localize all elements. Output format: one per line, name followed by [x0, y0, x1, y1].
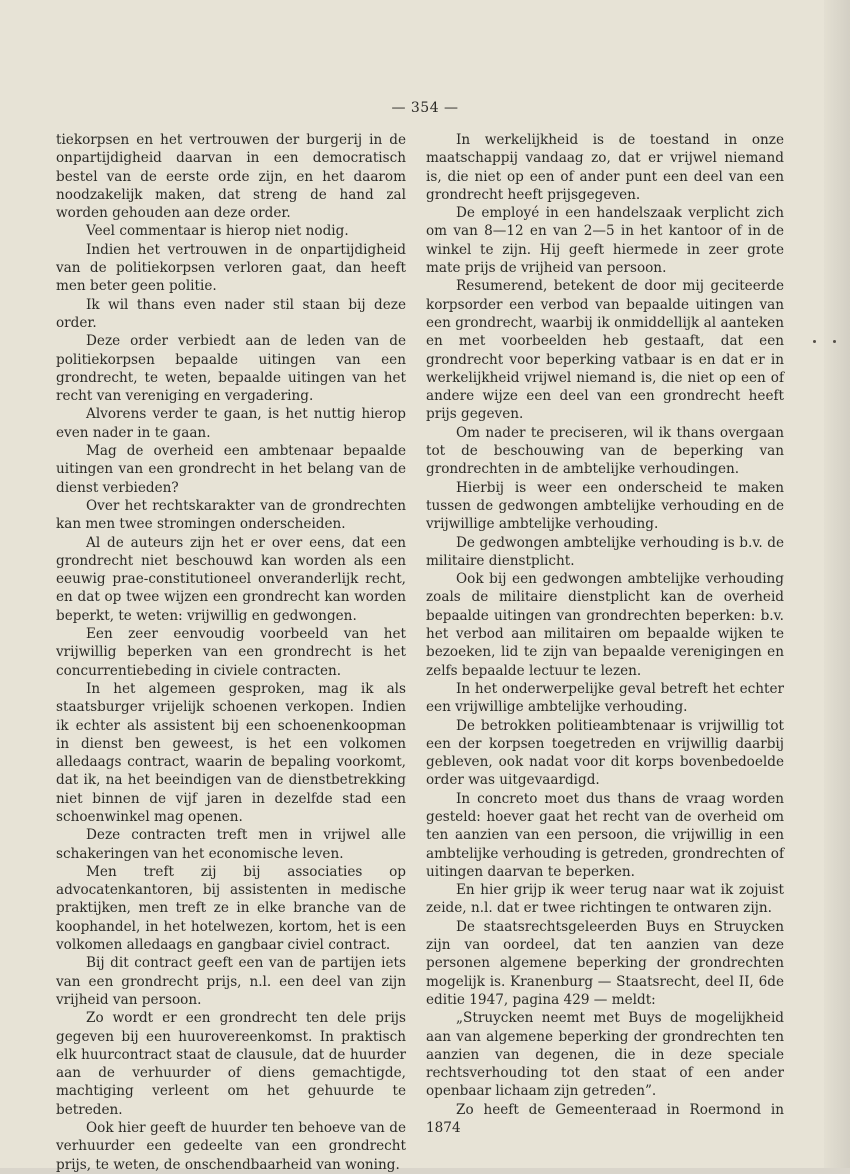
- paragraph: Ook bij een gedwongen ambtelijke verhouding zoals de militaire dienstplicht kan de overheid bepaalde uitingen van grondrechten beperken: b.v. het verbod aan militairen om bepaalde wijken te bezoeken, lid te zijn van bepaalde verenigingen en zelfs bepaalde lectuur te lezen.: [426, 571, 784, 679]
- right-column: [426, 131, 784, 1137]
- left-column: [56, 131, 406, 1174]
- paragraph: De staatsrechtsgeleerden Buys en Struycken zijn van oordeel, dat ten aanzien van deze personen algemene beperking der grondrechten mogelijk is. Kranenburg — Staatsrecht, deel II, 6de editie 1947, pagina 429 — meldt:: [426, 918, 784, 1008]
- paragraph: In concreto moet dus thans de vraag worden gesteld: hoever gaat het recht van de overheid om ten aanzien van een persoon, die vrijwillig in een ambtelijke verhouding is getreden, grondrechten of uitingen daarvan te beperken.: [426, 790, 784, 880]
- paragraph: Ook hier geeft de huurder ten behoeve van de verhuurder een gedeelte van een grondrecht prijs, te weten, de onschendbaarheid van woning.: [56, 1120, 406, 1173]
- paragraph: Ik wil thans even nader stil staan bij deze order.: [56, 296, 406, 331]
- paragraph: De gedwongen ambtelijke verhouding is b.v. de militaire dienstplicht.: [426, 534, 784, 569]
- paragraph: In het algemeen gesproken, mag ik als staatsburger vrijelijk schoenen verkopen. Indien ik echter als assistent bij een schoenenkoopman in dienst ben geweest, is het een volkomen alledaags contract, waarin de bepaling voorkomt, dat ik, na het beeindigen van de dienstbetrekking niet binnen de vijf jaren in dezelfde stad een schoenwinkel mag openen.: [56, 680, 406, 825]
- paragraph: De employé in een handelszaak verplicht zich om van 8—12 en van 2—5 in het kantoor of in de winkel te zijn. Hij geeft hiermede in zeer grote mate prijs de vrijheid van persoon.: [426, 205, 784, 277]
- paragraph: Over het rechtskarakter van de grondrechten kan men twee stromingen onderscheiden.: [56, 497, 406, 533]
- paragraph: Om nader te preciseren, wil ik thans overgaan tot de beschouwing van de beperking van grondrechten in de ambtelijke verhoudingen.: [426, 424, 784, 478]
- paragraph: Deze contracten treft men in vrijwel alle schakeringen van het economische leven.: [56, 827, 406, 862]
- page-number: — 354 —: [391, 100, 459, 116]
- paragraph: Resumerend, betekent de door mij geciteerde korpsorder een verbod van bepaalde uitingen van een grondrecht, waarbij ik onmiddellijk al aanteken en met voorbeelden heb gestaaft, dat een grondrecht voor beperking vatbaar is en dat er in werkelijkheid vrijwel niemand is, die niet op een of andere wijze een deel van een grondrecht heeft prijs gegeven.: [426, 278, 784, 423]
- paragraph: In werkelijkheid is de toestand in onze maatschappij vandaag zo, dat er vrijwel niemand is, die niet op een of ander punt een deel van een grondrecht heeft prijsgegeven.: [426, 132, 784, 203]
- paragraph: „Struycken neemt met Buys de mogelijkheid aan van algemene beperking der grondrechten ten aanzien van degenen, die in deze speciale rechtsverhouding tot den staat of een ander openbaar lichaam zijn getreden”.: [426, 1010, 784, 1100]
- paragraph: Zo heeft de Gemeenteraad in Roermond in 1874: [426, 1101, 784, 1137]
- paragraph: Men treft zij bij associaties op advocatenkantoren, bij assistenten in medische praktijken, men treft ze in elke branche van de koophandel, in het hotelwezen, kortom, het is een volkomen alledaags en gangbaar civiel contract.: [56, 863, 406, 954]
- paragraph: tiekorpsen en het vertrouwen der burgerij in de onpartijdigheid daarvan in een democratisch bestel van de eerste orde zijn, en het daarom noodzakelijk maken, dat streng de hand zal worden gehouden aan deze order.: [56, 132, 406, 222]
- paragraph: En hier grijp ik weer terug naar wat ik zojuist zeide, n.l. dat er twee richtingen te ontwaren zijn.: [426, 882, 784, 917]
- paragraph: Deze order verbiedt aan de leden van de politiekorpsen bepaalde uitingen van een grondrecht, te weten, bepaalde uitingen van het recht van vereniging en vergadering.: [56, 333, 406, 405]
- margin-mark: [813, 340, 816, 343]
- paragraph: Mag de overheid een ambtenaar bepaalde uitingen van een grondrecht in het belang van de dienst verbieden?: [56, 443, 406, 496]
- paragraph: De betrokken politieambtenaar is vrijwillig tot een der korpsen toegetreden en vrijwillig daarbij gebleven, ook nadat voor dit korps bovenbedoelde order was uitgevaardigd.: [426, 717, 784, 789]
- margin-mark: [833, 340, 836, 343]
- paragraph: Veel commentaar is hierop niet nodig.: [86, 223, 349, 240]
- paragraph: Indien het vertrouwen in de onpartijdigheid van de politiekorpsen verloren gaat, dan heeft men beter geen politie.: [56, 241, 406, 295]
- paragraph: Bij dit contract geeft een van de partijen iets van een grondrecht prijs, n.l. een deel van zijn vrijheid van persoon.: [56, 955, 406, 1008]
- paragraph: Zo wordt er een grondrecht ten dele prijs gegeven bij een huurovereenkomst. In praktisch elk huurcontract staat de clausule, dat de huurder aan de verhuurder of diens gemachtigde, machtiging verleent om het gehuurde te betreden.: [56, 1010, 406, 1118]
- paragraph: Hierbij is weer een onderscheid te maken tussen de gedwongen ambtelijke verhouding en de vrijwillige ambtelijke verhouding.: [426, 479, 784, 533]
- paragraph: In het onderwerpelijke geval betreft het echter een vrijwillige ambtelijke verhouding.: [426, 680, 784, 716]
- page-edge-shadow: [824, 0, 850, 1168]
- paragraph: Alvorens verder te gaan, is het nuttig hierop even nader in te gaan.: [56, 406, 406, 441]
- paragraph: Al de auteurs zijn het er over eens, dat een grondrecht niet beschouwd kan worden als een eeuwig prae-constitutioneel onveranderlijk recht, en dat op twee wijzen een grondrecht kan worden beperkt, te weten: vrijwillig en gedwongen.: [56, 534, 406, 624]
- paragraph: Een zeer eenvoudig voorbeeld van het vrijwillig beperken van een grondrecht is het concurrentiebeding in civiele contracten.: [56, 626, 406, 679]
